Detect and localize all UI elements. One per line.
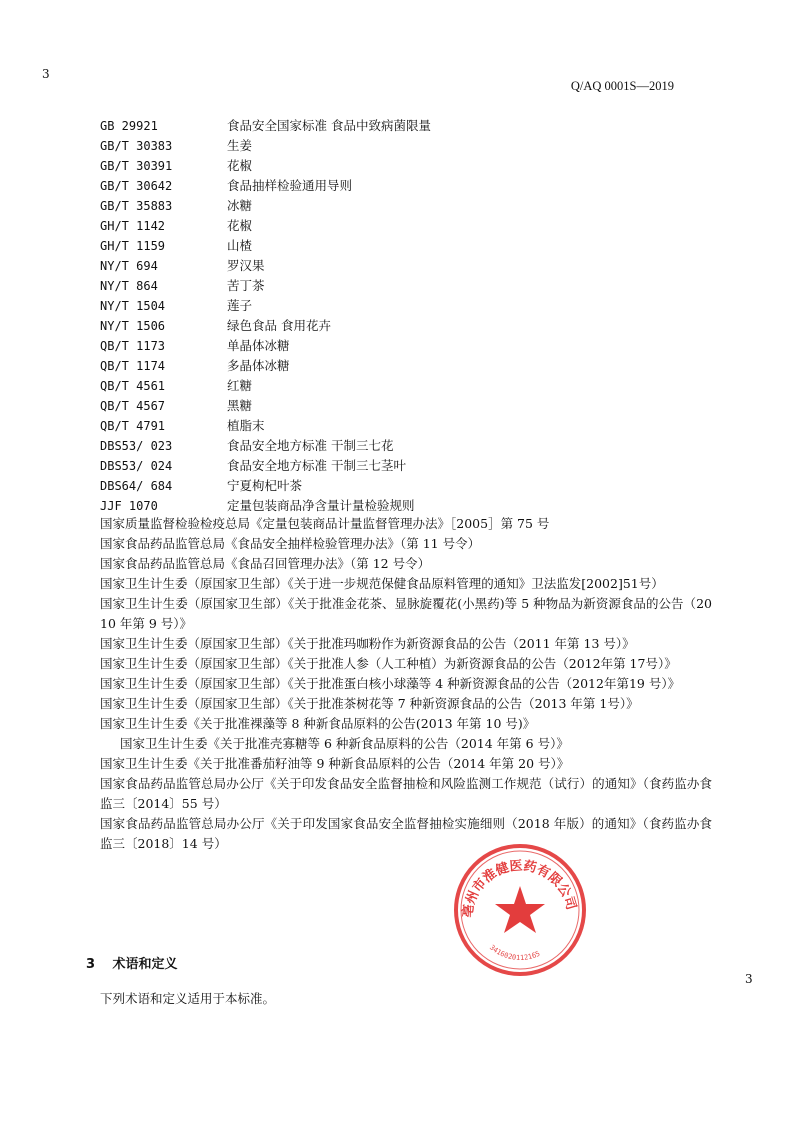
document-entry: 国家卫生计生委《关于批准番茄籽油等 9 种新食品原料的公告（2014 年第 20 号）》 <box>100 756 570 771</box>
reference-code: QB/T 4567 <box>100 399 166 413</box>
reference-code: JJF 1070 <box>100 499 158 513</box>
reference-row <box>100 476 700 496</box>
reference-code: QB/T 4791 <box>100 419 166 433</box>
reference-title: 食品安全地方标准 干制三七茎叶 <box>227 458 406 473</box>
reference-title: 食品安全国家标准 食品中致病菌限量 <box>227 118 431 133</box>
document-entry: 国家卫生计生委《关于批准壳寡糖等 6 种新食品原料的公告（2014 年第 6 号）》 <box>120 736 569 751</box>
reference-row <box>100 256 700 276</box>
document-entry: 国家食品药品监管总局《食品安全抽样检验管理办法》（第 11 号令） <box>100 536 481 551</box>
svg-text:亳州市淮健医药有限公司: 亳州市淮健医药有限公司 <box>460 858 579 919</box>
document-entry: 国家卫生计生委（原国家卫生部）《关于批准蛋白核小球藻等 4 种新资源食品的公告（2012年第19 号）》 <box>100 676 681 691</box>
document-list <box>100 514 712 854</box>
reference-title: 食品安全地方标准 干制三七花 <box>227 438 394 453</box>
reference-title: 食品抽样检验通用导则 <box>227 178 353 193</box>
reference-title: 花椒 <box>227 158 253 173</box>
reference-title: 山楂 <box>227 238 253 253</box>
reference-title: 绿色食品 食用花卉 <box>227 318 331 333</box>
reference-title: 花椒 <box>227 218 253 233</box>
reference-row <box>100 236 700 256</box>
section-heading <box>86 953 178 972</box>
reference-title: 定量包装商品净含量计量检验规则 <box>227 498 415 513</box>
reference-code: DBS64/ 684 <box>100 479 173 493</box>
reference-list <box>100 116 700 516</box>
reference-row <box>100 416 700 436</box>
reference-row <box>100 336 700 356</box>
star-icon <box>495 886 545 933</box>
reference-title: 生姜 <box>227 138 253 153</box>
reference-code: NY/T 1504 <box>100 299 166 313</box>
reference-row <box>100 316 700 336</box>
reference-code: GH/T 1159 <box>100 239 166 253</box>
reference-row <box>100 156 700 176</box>
reference-row <box>100 396 700 416</box>
reference-row <box>100 216 700 236</box>
reference-code: QB/T 1174 <box>100 359 166 373</box>
reference-title: 植脂末 <box>227 418 265 433</box>
reference-row <box>100 356 700 376</box>
reference-row <box>100 496 700 516</box>
reference-row <box>100 116 700 136</box>
section-title: 术语和定义 <box>112 957 178 972</box>
reference-code: GH/T 1142 <box>100 219 166 233</box>
document-entry: 国家卫生计生委（原国家卫生部）《关于批准茶树花等 7 种新资源食品的公告（2013 年第 1号）》 <box>100 696 639 711</box>
document-entry: 国家食品药品监管总局《食品召回管理办法》（第 12 号令） <box>100 556 431 571</box>
reference-title: 莲子 <box>227 298 253 313</box>
reference-title: 罗汉果 <box>227 258 265 273</box>
document-entry: 国家卫生计生委（原国家卫生部）《关于批准人参（人工种植）为新资源食品的公告（2012年第 17号）》 <box>100 656 677 671</box>
reference-row <box>100 136 700 156</box>
reference-row <box>100 276 700 296</box>
reference-title: 冰糖 <box>227 198 253 213</box>
reference-code: NY/T 694 <box>100 259 158 273</box>
reference-code: DBS53/ 024 <box>100 459 173 473</box>
section-body: 下列术语和定义适用于本标准。 <box>100 991 276 1006</box>
reference-title: 苦丁茶 <box>227 278 265 293</box>
standard-code: Q/AQ 0001S—2019 <box>570 79 674 93</box>
reference-code: GB/T 30383 <box>100 139 173 153</box>
reference-row <box>100 436 700 456</box>
reference-row <box>100 456 700 476</box>
reference-code: DBS53/ 023 <box>100 439 173 453</box>
section-number: 3 <box>86 957 96 972</box>
document-entry: 国家质量监督检验检疫总局《定量包装商品计量监督管理办法》［2005］第 75 号 <box>100 516 550 531</box>
reference-code: NY/T 1506 <box>100 319 166 333</box>
document-entry: 国家卫生计生委（原国家卫生部）《关于批准金花茶、显脉旋覆花(小黑药)等 5 种物品为新资源食品的公告（2010 年第 9 号）》 <box>100 596 712 631</box>
reference-code: GB/T 30391 <box>100 159 173 173</box>
reference-code: GB/T 35883 <box>100 199 173 213</box>
document-entry: 国家食品药品监管总局办公厅《关于印发食品安全监督抽检和风险监测工作规范（试行）的通知》（食药监办食监三〔2014〕55 号） <box>100 776 712 811</box>
document-entry: 国家食品药品监管总局办公厅《关于印发国家食品安全监督抽检实施细则（2018 年版）的通知》（食药监办食监三〔2018〕14 号） <box>100 816 712 851</box>
company-seal <box>450 840 590 980</box>
document-entry: 国家卫生计生委（原国家卫生部）《关于进一步规范保健食品原料管理的通知》卫法监发[2002]51号） <box>100 576 664 591</box>
page-number-bottom: 3 <box>745 972 753 986</box>
reference-title: 红糖 <box>227 378 253 393</box>
reference-code: NY/T 864 <box>100 279 158 293</box>
reference-code: QB/T 4561 <box>100 379 166 393</box>
document-entry: 国家卫生计生委《关于批准裸藻等 8 种新食品原料的公告(2013 年第 10 号)》 <box>100 716 536 731</box>
reference-code: GB/T 30642 <box>100 179 173 193</box>
reference-title: 黑糖 <box>227 398 253 413</box>
reference-row <box>100 296 700 316</box>
page-number-top: 3 <box>42 67 50 81</box>
svg-text:3416020112165: 3416020112165 <box>488 943 542 963</box>
reference-row <box>100 176 700 196</box>
reference-row <box>100 196 700 216</box>
reference-code: GB 29921 <box>100 119 158 133</box>
reference-row <box>100 376 700 396</box>
reference-title: 多晶体冰糖 <box>227 358 290 373</box>
reference-title: 宁夏枸杞叶茶 <box>227 478 303 493</box>
reference-title: 单晶体冰糖 <box>227 338 290 353</box>
reference-code: QB/T 1173 <box>100 339 166 353</box>
document-entry: 国家卫生计生委（原国家卫生部）《关于批准玛咖粉作为新资源食品的公告（2011 年第 13 号）》 <box>100 636 635 651</box>
